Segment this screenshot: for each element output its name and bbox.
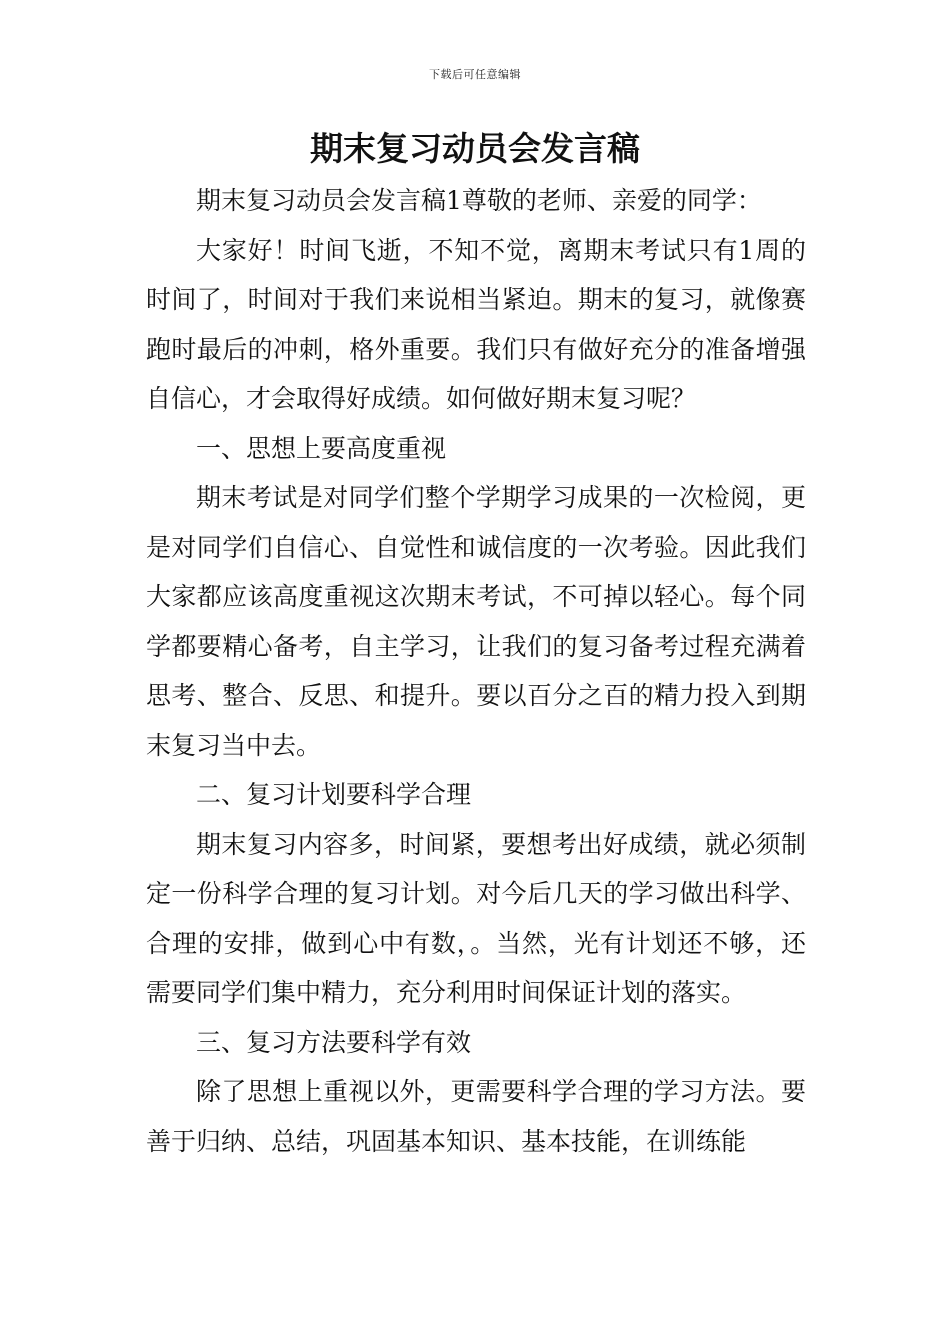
paragraph-intro: 大家好！时间飞逝，不知不觉，离期末考试只有1周的时间了，时间对于我们来说相当紧迫。期末的复习，就像赛跑时最后的冲刺，格外重要。我们只有做好充分的准备增强自信心，才会取得好成绩。如何做好期末复习呢？: [146, 235, 806, 413]
paragraph-section-3: 除了思想上重视以外，更需要科学合理的学习方法。要善于归纳、总结，巩固基本知识、基本技能，在训练能: [146, 1077, 806, 1156]
paragraph-section-1: 期末考试是对同学们整个学期学习成果的一次检阅，更是对同学们自信心、自觉性和诚信度的一次考验。因此我们大家都应该高度重视这次期末考试，不可掉以轻心。每个同学都要精心备考，自主学习，让我们的复习备考过程充满着思考、整合、反思、和提升。要以百分之百的精力投入到期末复习当中去。: [146, 483, 806, 760]
section-heading-2: 二、复习计划要科学合理: [196, 780, 472, 809]
paragraph-section-2: 期末复习内容多，时间紧，要想考出好成绩，就必须制定一份科学合理的复习计划。对今后几天的学习做出科学、合理的安排，做到心中有数，。当然，光有计划还不够，还需要同学们集中精力，充分利用时间保证计划的落实。: [146, 829, 806, 1007]
header-note: 下载后可任意编辑: [429, 68, 521, 81]
section-heading-1: 一、思想上要高度重视: [196, 433, 447, 463]
document-title: 期末复习动员会发言稿: [310, 129, 640, 168]
paragraph-greeting: 期末复习动员会发言稿1尊敬的老师、亲爱的同学：: [196, 186, 762, 215]
document-body: [146, 176, 806, 1166]
section-heading-3: 三、复习方法要科学有效: [196, 1027, 472, 1057]
